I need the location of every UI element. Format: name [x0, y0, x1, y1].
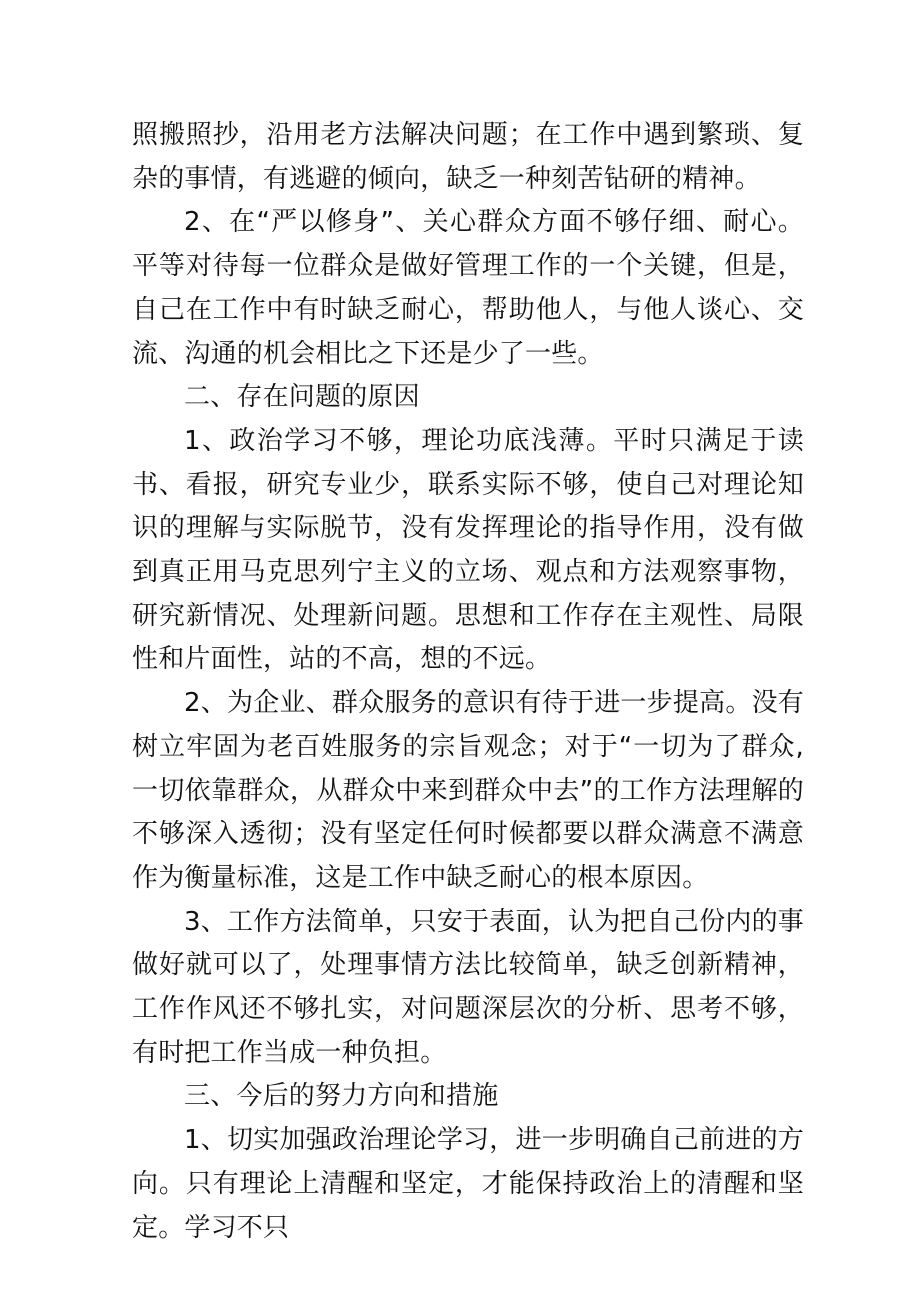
section-heading-causes: 二、存在问题的原因: [184, 382, 420, 413]
section-heading-measures: 三、今后的努力方向和措施: [184, 1081, 499, 1112]
paragraph-cause-1: 1、政治学习不够，理论功底浅薄。平时只满足于读书、看报，研究专业少，联系实际不够，使自己对理论知识的理解与实际脱节，没有发挥理论的指导作用，没有做到真正用马克思列宁主义的立场、观点和方法观察事物，研究新情况、处理新问题。思想和工作存在主观性、局限性和片面性，站的不高，想的不远。: [132, 425, 804, 675]
paragraph-measure-1: 1、切实加强政治理论学习，进一步明确自己前进的方向。只有理论上清醒和坚定，才能保持政治上的清醒和坚定。学习不只: [132, 1125, 804, 1243]
document-body: [132, 114, 804, 1250]
paragraph-cause-3: 3、工作方法简单，只安于表面，认为把自己份内的事做好就可以了，处理事情方法比较简单，缺乏创新精神，工作作风还不够扎实，对问题深层次的分析、思考不够，有时把工作当成一种负担。: [132, 906, 804, 1068]
paragraph-cause-2: 2、为企业、群众服务的意识有待于进一步提高。没有树立牢固为老百姓服务的宗旨观念；对于“一切为了群众,一切依靠群众，从群众中来到群众中去”的工作方法理解的不够深入透彻；没有坚定任何时候都要以群众满意不满意作为衡量标准，这是工作中缺乏耐心的根本原因。: [132, 688, 804, 893]
paragraph-patience-issue: 2、在“严以修身”、关心群众方面不够仔细、耐心。平等对待每一位群众是做好管理工作的一个关键，但是，自己在工作中有时缺乏耐心，帮助他人，与他人谈心、交流、沟通的机会相比之下还是少了一些。: [132, 207, 804, 369]
paragraph-continuation: 照搬照抄，沿用老方法解决问题；在工作中遇到繁琐、复杂的事情，有逃避的倾向，缺乏一种刻苦钻研的精神。: [132, 120, 804, 194]
